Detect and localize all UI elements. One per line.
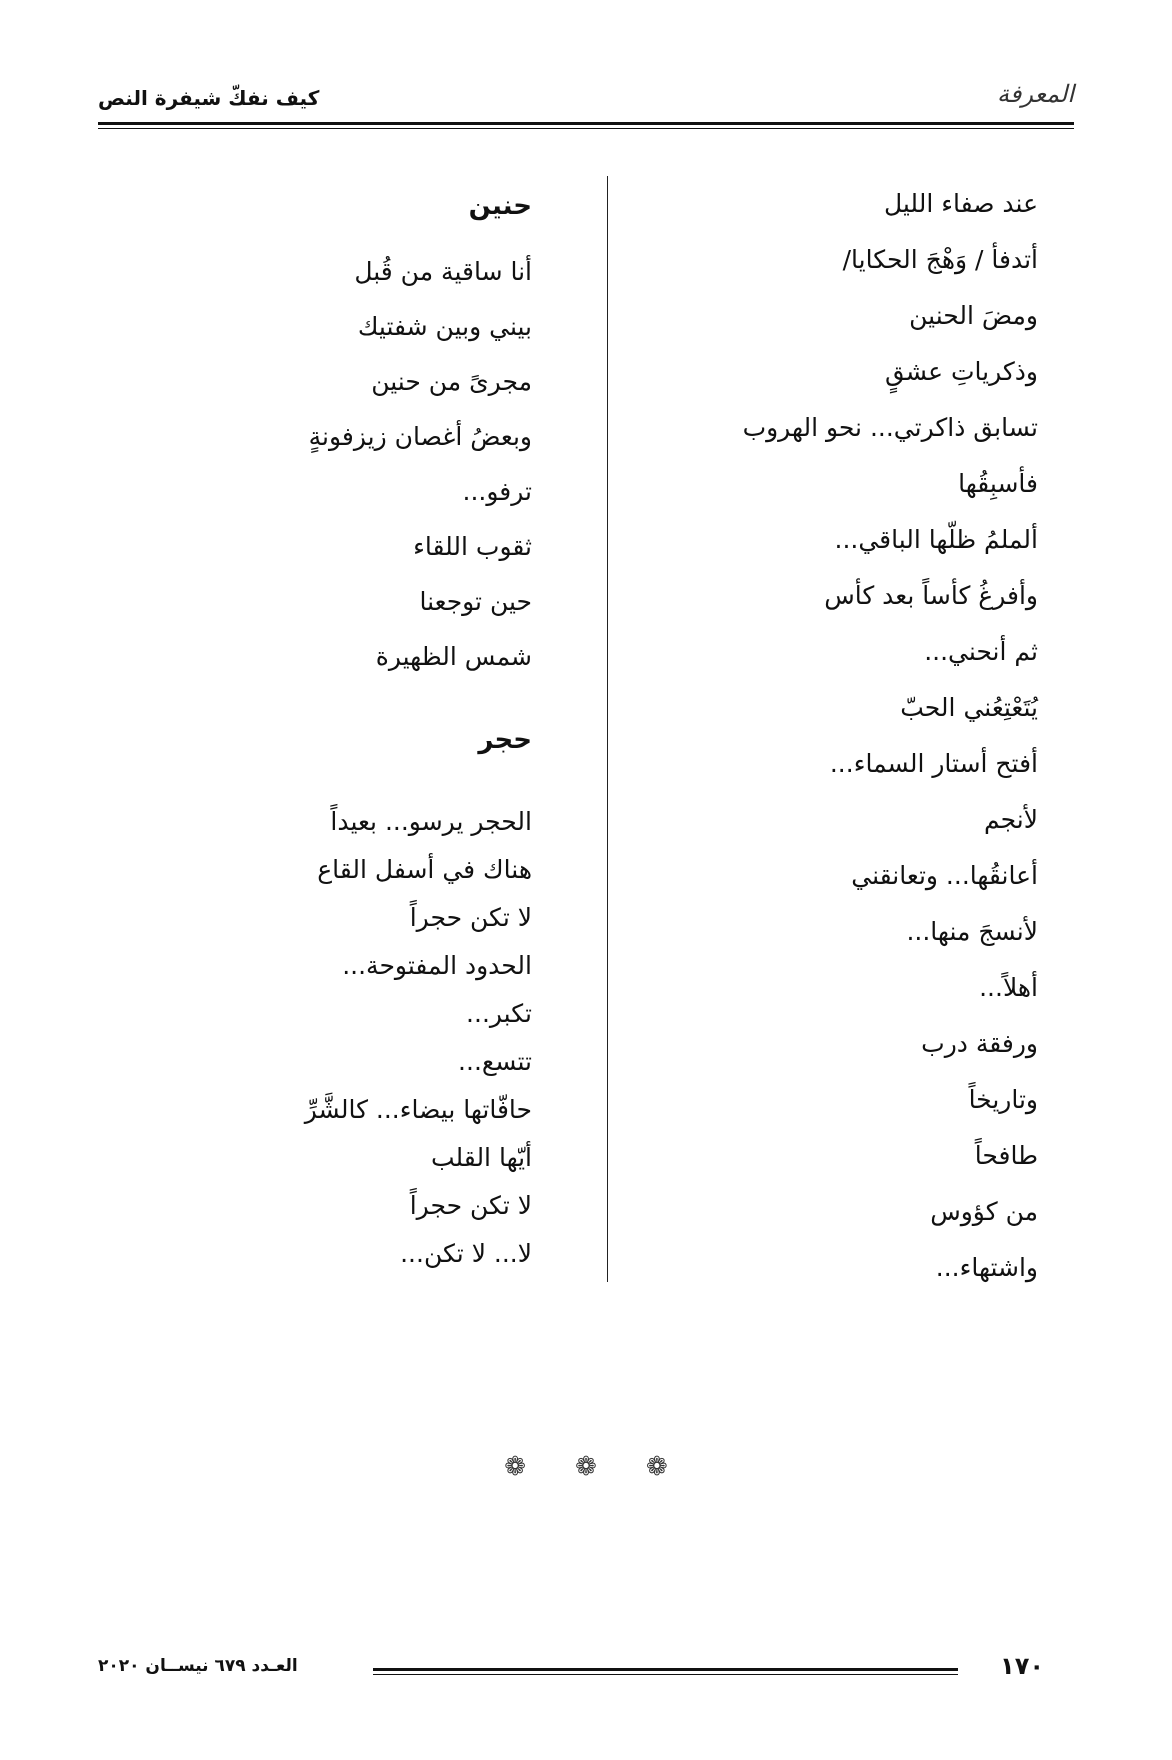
poem-line: أعانقُها... وتعانقني [851,861,1038,890]
footer-rule [373,1668,958,1671]
poem-line: عند صفاء الليل [883,189,1038,218]
poem-line: أيّها القلب [430,1143,532,1172]
poem-line: ثم أنحني... [924,637,1038,666]
poem-line: الحجر يرسو... بعيداً [330,807,532,836]
poem-line: لا... لا تكن... [400,1239,532,1268]
poem-line: حافّاتها بيضاء... كالشَّرِّ [304,1095,532,1124]
poem-line: ورفقة درب [921,1029,1038,1058]
poem-line: هناك في أسفل القاع [317,855,532,884]
section-title: كيف نفكّ شيفرة النص [98,86,320,110]
poem-line: ثقوب اللقاء [413,532,532,561]
column-divider [607,176,608,1282]
poem-line: أهلاً... [979,973,1038,1002]
poem-line: ومضَ الحنين [909,301,1038,330]
poem-line: أفتح أستار السماء... [829,749,1038,778]
poem-line: لا تكن حجراً [409,903,532,932]
magazine-logo: المعرفة [996,80,1074,108]
poem-line: لأنسجَ منها... [906,917,1038,946]
poem-line: أنا ساقية من قُبل [354,257,532,286]
poem-line: ترفو... [462,477,532,506]
poem-line: من كؤوس [930,1197,1038,1226]
poem-line: فأسبِقُها [958,469,1038,498]
footer-rule-thin [373,1674,958,1675]
poem-line: واشتهاء... [935,1253,1038,1282]
poem-line: تتسع... [458,1047,532,1076]
header-rule [98,122,1074,125]
poem-line: تكبر... [466,999,532,1028]
poem-line: ألملمُ ظلّها الباقي... [834,525,1038,554]
poem-line: وأفرغُ كأساً بعد كأس [824,581,1038,610]
poem-line: وتاريخاً [968,1085,1038,1114]
flower-ornament-icon: ❁ [575,1452,597,1482]
poem-line: شمس الظهيرة [375,642,532,671]
poem-line: طافحاً [974,1141,1038,1170]
poem-line: بيني وبين شفتيك [357,312,532,341]
poem-haneen [102,176,532,684]
poem-line: لأنجم [984,805,1038,834]
poem-title: حنين [468,191,532,221]
poem-line: لا تكن حجراً [409,1191,532,1220]
header-rule-thin [98,128,1074,129]
flower-ornament-icon: ❁ [645,1452,668,1482]
poem-line: وذكرياتِ عشقٍ [884,357,1038,386]
poem-line: تسابق ذاكرتي... نحو الهروب [742,413,1038,442]
poem-line: أتدفأ / وَهْجَ الحكايا/ [842,245,1038,274]
flower-ornament-icon: ❁ [504,1452,526,1482]
poem-continued [608,176,1038,1296]
poem-line: مجرىً من حنين [371,367,532,396]
poem-line: حين توجعنا [419,587,532,616]
poem-line: الحدود المفتوحة... [342,951,532,980]
poem-line: وبعضُ أغصان زيزفونةٍ [308,422,532,451]
poem-hajar [102,710,532,1278]
poem-line: يُتَعْتِعُني الحبّ [900,693,1038,722]
poem-title: حجر [478,725,532,755]
page-number: ١٧٠ [1000,1652,1044,1680]
issue-info: العـدد ٦٧٩ نيســان ٢٠٢٠ [98,1656,298,1676]
ornament-separator [0,1452,1172,1482]
